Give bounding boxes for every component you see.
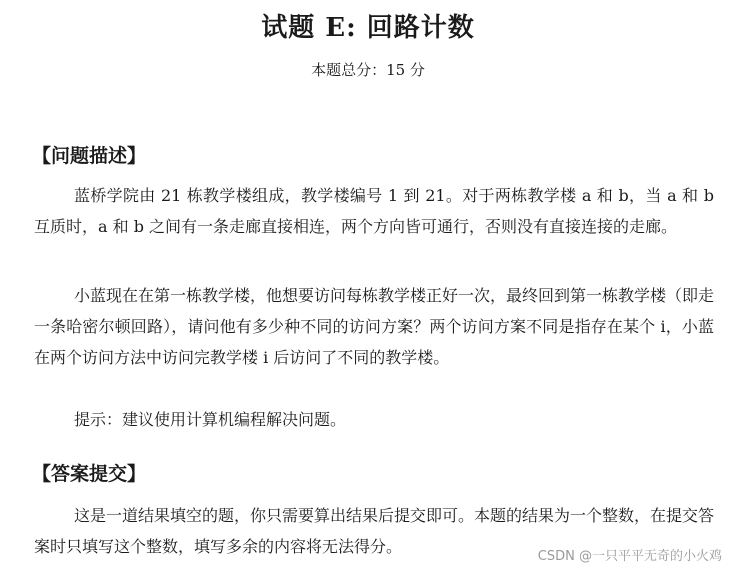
source-watermark: CSDN @一只平平无奇的小火鸡 bbox=[537, 549, 722, 564]
problem-hint: 提示：建议使用计算机编程解决问题。 bbox=[74, 410, 347, 429]
problem-description-heading: 【问题描述】 bbox=[32, 145, 147, 167]
problem-score: 本题总分：15 分 bbox=[311, 61, 425, 79]
problem-paragraph-1: 蓝桥学院由 21 栋教学楼组成，教学楼编号 1 到 21。对于两栋教学楼 a 和 b，当 a 和 b 互质时，a 和 b 之间有一条走廊直接相连，两个方向皆可通行，否则没有直接连接的走廊。 bbox=[34, 186, 714, 236]
answer-paragraph-1: 这是一道结果填空的题，你只需要算出结果后提交即可。本题的结果为一个整数，在提交答案时只填写这个整数，填写多余的内容将无法得分。 bbox=[34, 506, 715, 556]
answer-submission-heading: 【答案提交】 bbox=[32, 463, 147, 485]
problem-title: 试题 E: 回路计数 bbox=[261, 13, 475, 43]
problem-paragraph-2: 小蓝现在在第一栋教学楼，他想要访问每栋教学楼正好一次，最终回到第一栋教学楼（即走一条哈密尔顿回路），请问他有多少种不同的访问方案？两个访问方案不同是指存在某个 i，小蓝在两个访问方法中访问完教学楼 i 后访问了不同的教学楼。 bbox=[34, 286, 715, 367]
